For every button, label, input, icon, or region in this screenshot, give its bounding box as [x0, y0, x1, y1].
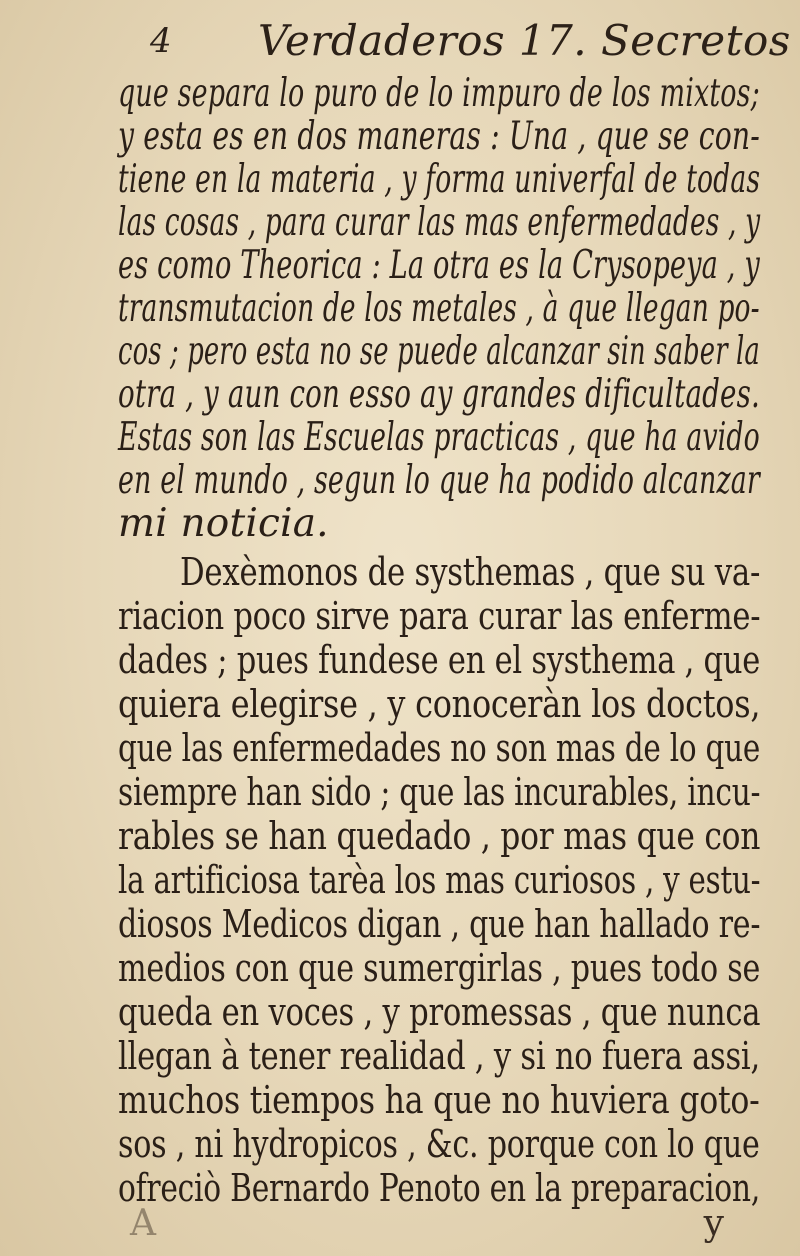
text-line: cos ; pero esta no se puede alcanzar sin saber la	[118, 329, 760, 374]
text-line: muchos tiempos ha que no huviera goto-	[118, 1078, 760, 1123]
text-line: rables se han quedado , por mas que con	[118, 814, 761, 859]
text-line: quiera elegirse , y conoceràn los doctos,	[118, 682, 761, 727]
text-line: y esta es en dos maneras : Una , que se con-	[118, 114, 760, 159]
text-line: llegan à tener realidad , y si no fuera assi,	[118, 1034, 760, 1079]
text-line: ofreciò Bernardo Penoto en la preparacion,	[118, 1166, 761, 1211]
text-line: las cosas , para curar las mas enfermedades , y	[118, 200, 761, 245]
text-line: sos , ni hydropicos , &c. porque con lo que	[118, 1122, 760, 1167]
catchword: y	[703, 1203, 724, 1244]
signature-mark: A	[130, 1203, 156, 1244]
text-line: tiene en la materia , y forma univerfal de todas	[118, 157, 761, 202]
text-line: que separa lo puro de lo impuro de los mixtos;	[118, 71, 760, 116]
text-line: otra , y aun con esso ay grandes dificultades.	[118, 372, 760, 417]
text-line: queda en voces , y promessas , que nunca	[118, 990, 761, 1035]
text-line: es como Theorica : La otra es la Crysopeya , y	[118, 243, 760, 288]
page-header	[150, 12, 791, 70]
page-number: 4	[150, 21, 172, 61]
text-line: medios con que sumergirlas , pues todo se	[118, 946, 761, 991]
text-line: dades ; pues fundese en el systhema , que	[118, 638, 761, 683]
running-title: Verdaderos 17. Secretos	[258, 16, 791, 65]
text-line: en el mundo , segun lo que ha podido alcanzar	[118, 458, 760, 503]
page-footer	[130, 1200, 750, 1248]
text-line: mi noticia.	[118, 501, 329, 546]
text-line: siempre han sido ; que las incurables, incu-	[118, 770, 761, 815]
text-line: que las enfermedades no son mas de lo que	[118, 726, 761, 771]
text-line: diosos Medicos digan , que han hallado re-	[118, 902, 761, 947]
text-line: riacion poco sirve para curar las enferme-	[118, 594, 761, 639]
text-line: la artificiosa tarèa los mas curiosos , y estu-	[118, 858, 761, 903]
text-line: Dexèmonos de systhemas , que su va-	[180, 550, 761, 595]
text-line: Estas son las Escuelas practicas , que ha avido	[118, 415, 760, 460]
text-line: transmutacion de los metales , à que llegan po-	[118, 286, 760, 331]
